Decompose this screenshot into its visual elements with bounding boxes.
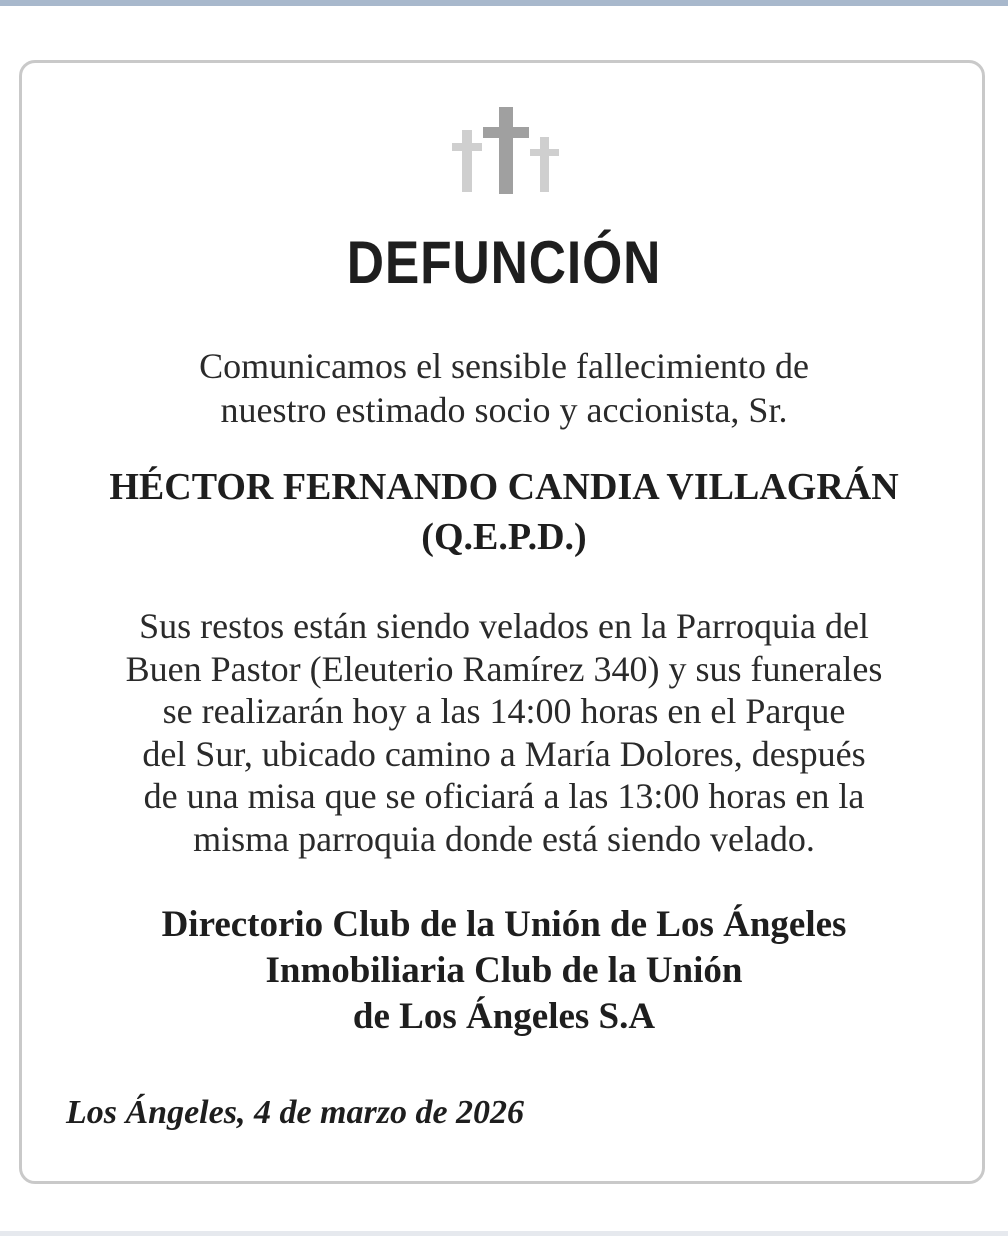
bottom-rule [0,1231,1008,1236]
right-cross-icon [540,137,549,192]
notice-heading: DEFUNCIÓN [346,229,662,296]
signers-block [0,902,1008,1040]
deceased-block [0,462,1008,562]
details-line: se realizarán hoy a las 14:00 horas en el Parque [162,691,846,731]
signer-line: de Los Ángeles S.A [352,996,656,1037]
details-line: del Sur, ubicado camino a María Dolores, después [142,733,866,774]
three-crosses-icon [450,105,562,197]
details-line: misma parroquia donde está siendo velado. [193,818,815,859]
deceased-suffix: (Q.E.P.D.) [421,516,587,558]
deceased-name: HÉCTOR FERNANDO CANDIA VILLAGRÁN [109,466,899,508]
signer-line: Directorio Club de la Unión de Los Ángeles [161,904,847,945]
details-line: Sus restos están siendo velados en la Parroquia del [139,606,869,646]
left-cross-icon [462,130,472,192]
intro-line: nuestro estimado socio y accionista, Sr. [220,390,788,430]
top-rule [0,0,1008,6]
details-paragraph [0,605,1008,860]
intro-line: Comunicamos el sensible fallecimiento de [199,346,809,386]
center-cross-icon [499,107,513,194]
dateline: Los Ángeles, 4 de marzo de 2026 [66,1094,525,1131]
details-line: Buen Pastor (Eleuterio Ramírez 340) y sus funerales [125,648,883,689]
signer-line: Inmobiliaria Club de la Unión [265,950,743,991]
intro-paragraph [0,344,1008,432]
details-line: de una misa que se oficiará a las 13:00 horas en la [143,776,865,816]
